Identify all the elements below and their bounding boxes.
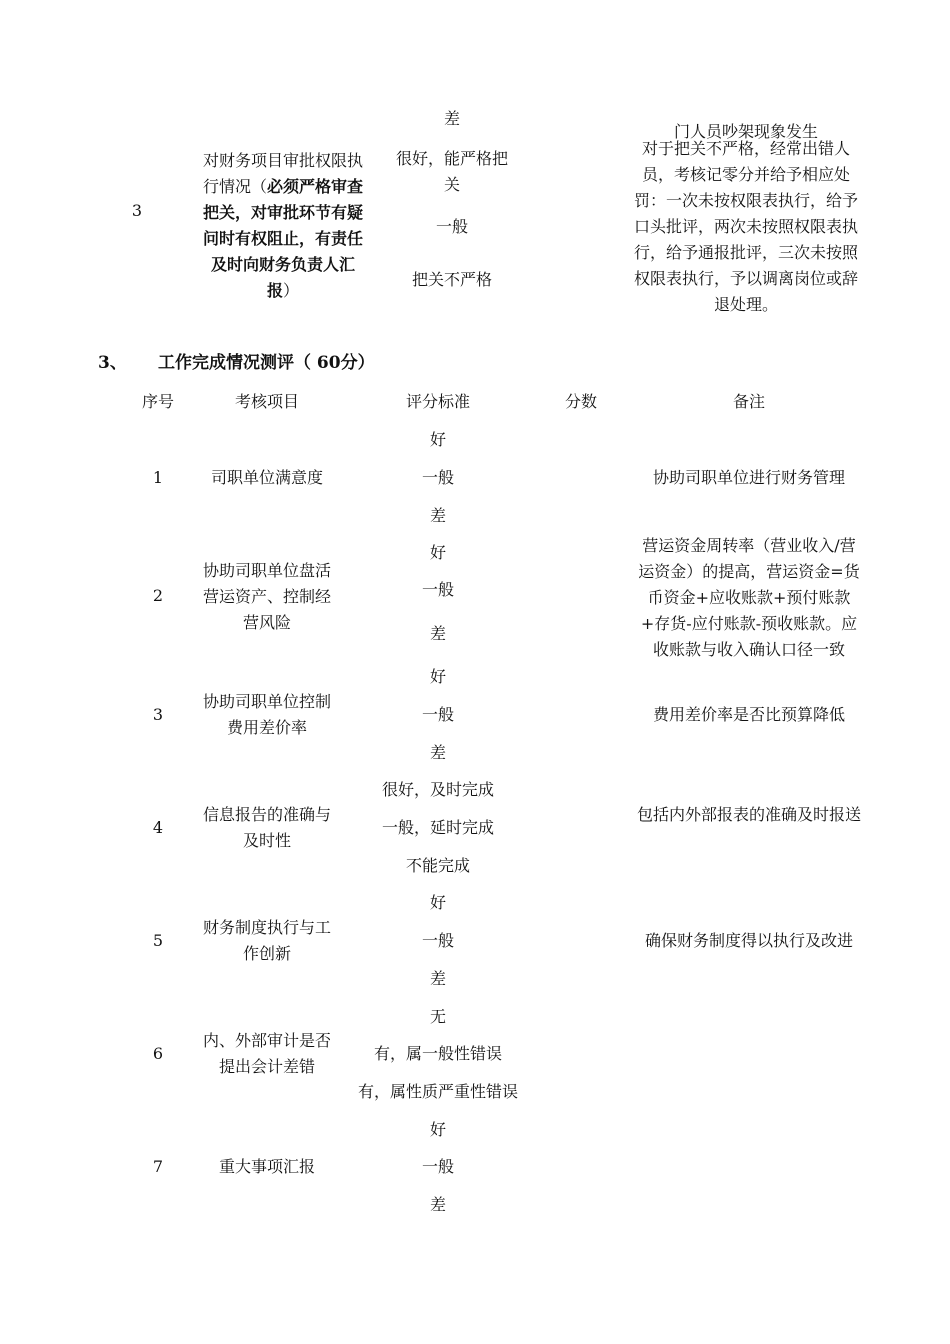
table-row-remark: 费用差价率是否比预算降低 <box>652 705 845 724</box>
table-row-criteria-3: 差 <box>429 969 446 988</box>
table-row-criteria-1: 好 <box>429 893 446 912</box>
remark-text: 对于把关不严格，经常出错人员，考核记零分并给予相应处罚：一次未按权限表执行，给予口头批评，两次未按照权限表执行，给予通报批评，三次未按照权限表执行，予以调离岗位或辞退处理。 <box>634 139 859 314</box>
table-row-criteria-2: 一般，延时完成 <box>381 818 494 837</box>
section-number: 3、 <box>98 353 127 373</box>
table-row-item: 协助司职单位控制费用差价率 <box>202 692 331 737</box>
table-row-remark: 协助司职单位进行财务管理 <box>652 468 845 487</box>
table-row-criteria-2: 一般 <box>421 705 454 724</box>
table-row-criteria-2: 一般 <box>421 468 454 487</box>
table-row-criteria-2: 一般 <box>421 931 454 950</box>
table-row-criteria-1: 好 <box>429 430 446 449</box>
criteria-average: 一般 <box>435 217 468 236</box>
assessment-item-post: ） <box>283 281 300 300</box>
assessment-item-bold: 必须严格审查把关，对审批环节有疑问时有权阻止，有责任及时向财务负责人汇报 <box>202 177 364 300</box>
table-row-criteria-2: 有，属一般性错误 <box>373 1044 502 1063</box>
section-title: 工作完成情况测评（ 60分） <box>158 353 375 373</box>
criteria-prev-text: 差 <box>443 109 460 128</box>
table-row-criteria-2: 一般 <box>421 580 454 599</box>
table-row-item: 重大事项汇报 <box>218 1157 315 1176</box>
header-no: 序号 <box>141 392 174 411</box>
header-score: 分数 <box>564 392 597 411</box>
table-row-criteria-3: 差 <box>429 1195 446 1214</box>
header-item: 考核项目 <box>234 392 299 411</box>
table-row-number: 2 <box>152 586 164 605</box>
table-row-criteria-3: 差 <box>429 743 446 762</box>
table-row-number: 1 <box>152 468 164 487</box>
table-row-number: 4 <box>152 818 164 837</box>
table-row-number: 6 <box>152 1044 164 1063</box>
table-row-criteria-1: 好 <box>429 667 446 686</box>
table-row-remark: 包括内外部报表的准确及时报送 <box>636 805 861 824</box>
table-row-criteria-2: 一般 <box>421 1157 454 1176</box>
table-row-criteria-3: 差 <box>429 624 446 643</box>
header-criteria: 评分标准 <box>405 392 470 411</box>
table-row-remark: 营运资金周转率（营业收入/营运资金）的提高，营运资金=货币资金+应收账款+预付账款+存货-应付账款-预收账款。应收账款与收入确认口径一致 <box>638 536 860 659</box>
table-row-number: 7 <box>152 1157 164 1176</box>
table-row-criteria-1: 好 <box>429 1120 446 1139</box>
table-row-criteria-1: 好 <box>429 543 446 562</box>
table-row-item: 司职单位满意度 <box>210 468 323 487</box>
assessment-item-pre: 对财务项目审批权限执行情况（ <box>202 151 363 196</box>
assessment-item <box>198 148 368 304</box>
row-number: 3 <box>131 201 143 220</box>
criteria-lax: 把关不严格 <box>411 270 492 289</box>
table-row-criteria-1: 无 <box>429 1007 446 1026</box>
table-row-criteria-3: 有，属性质严重性错误 <box>357 1082 518 1101</box>
table-row-item: 内、外部审计是否提出会计差错 <box>202 1031 331 1076</box>
table-row-remark: 确保财务制度得以执行及改进 <box>644 931 853 950</box>
header-remark: 备注 <box>732 392 765 411</box>
table-row-criteria-3: 不能完成 <box>405 856 470 875</box>
table-row-item: 财务制度执行与工作创新 <box>202 918 331 963</box>
table-row-item: 协助司职单位盘活营运资产、控制经营风险 <box>202 561 331 632</box>
table-row-number: 5 <box>152 931 164 950</box>
remark-prev-text: 门人员吵架现象发生 <box>673 122 818 141</box>
criteria-very-good: 很好，能严格把关 <box>395 149 508 194</box>
table-row-criteria-3: 差 <box>429 506 446 525</box>
table-row-criteria-1: 很好，及时完成 <box>381 780 494 799</box>
table-row-item: 信息报告的准确与及时性 <box>202 805 331 850</box>
table-row-number: 3 <box>152 705 164 724</box>
